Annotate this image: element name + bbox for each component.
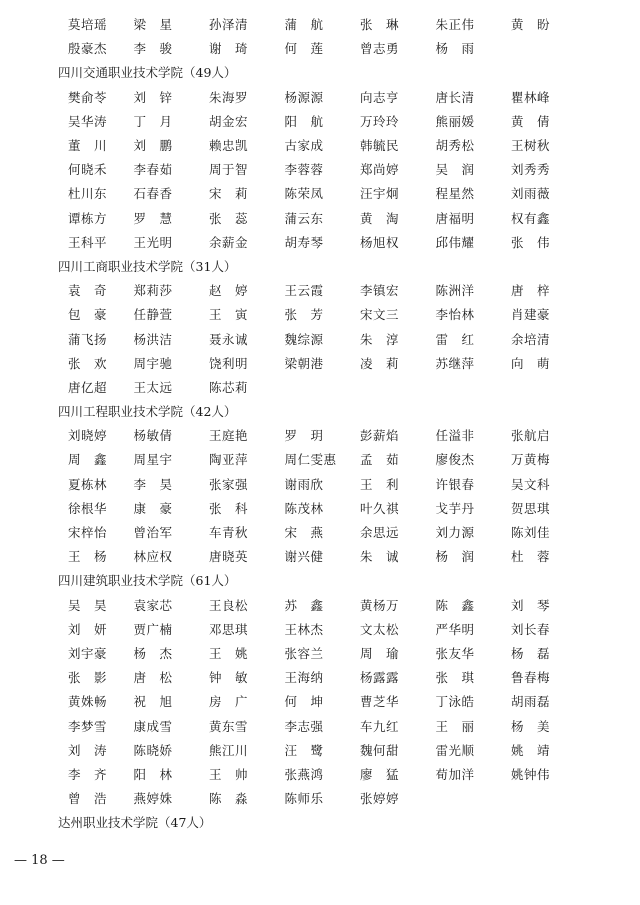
student-name: 张航启 bbox=[511, 428, 551, 444]
student-name: 黄东雪 bbox=[209, 718, 249, 734]
student-name: 杨露露 bbox=[360, 670, 400, 686]
student-name: 刘 鹏 bbox=[133, 138, 173, 154]
student-name: 黄杨万 bbox=[360, 597, 400, 613]
student-name: 王树秋 bbox=[511, 138, 551, 154]
student-name: 谭栋方 bbox=[68, 210, 108, 226]
student-name: 石春香 bbox=[133, 186, 173, 202]
student-name: 朱 诚 bbox=[360, 549, 400, 565]
student-name: 张燕鸿 bbox=[284, 766, 324, 782]
student-name: 邱伟耀 bbox=[435, 234, 475, 250]
student-name: 张 琪 bbox=[435, 670, 475, 686]
student-name: 王 姚 bbox=[209, 645, 249, 661]
student-name: 向志亨 bbox=[360, 89, 400, 105]
student-name: 王庭艳 bbox=[209, 428, 249, 444]
student-name: 唐长清 bbox=[435, 89, 475, 105]
student-name: 饶利明 bbox=[209, 355, 249, 371]
student-name: 黄 淘 bbox=[360, 210, 400, 226]
student-name: 杨 杰 bbox=[133, 645, 173, 661]
student-name: 张 伟 bbox=[511, 234, 551, 250]
student-name: 余薪金 bbox=[209, 234, 249, 250]
student-name: 彭薪焰 bbox=[360, 428, 400, 444]
student-name: 刘 锌 bbox=[133, 89, 173, 105]
name-row bbox=[58, 641, 588, 665]
student-name: 陈茂林 bbox=[284, 500, 324, 516]
student-name: 李 骏 bbox=[133, 41, 173, 57]
student-name: 余思远 bbox=[360, 525, 400, 541]
student-name: 凌 莉 bbox=[360, 355, 400, 371]
student-name: 陈 鑫 bbox=[435, 597, 475, 613]
name-row bbox=[58, 665, 588, 689]
student-name: 谢兴健 bbox=[284, 549, 324, 565]
name-row bbox=[58, 544, 588, 568]
college-heading: 四川工程职业技术学院（42人） bbox=[58, 404, 237, 420]
student-name: 郑尚婷 bbox=[360, 162, 400, 178]
student-name: 韩毓民 bbox=[360, 138, 400, 154]
name-row bbox=[58, 689, 588, 713]
student-name: 阳 航 bbox=[284, 113, 324, 129]
student-name: 陈 淼 bbox=[209, 791, 249, 807]
student-name: 叶久祺 bbox=[360, 500, 400, 516]
student-name: 刘雨薇 bbox=[511, 186, 551, 202]
student-name: 李梦雪 bbox=[68, 718, 108, 734]
student-name: 王良松 bbox=[209, 597, 249, 613]
student-name: 胡秀松 bbox=[435, 138, 475, 154]
name-row bbox=[58, 326, 588, 350]
college-heading: 达州职业技术学院（47人） bbox=[58, 815, 212, 831]
student-name: 杜川东 bbox=[68, 186, 108, 202]
student-name: 许银春 bbox=[435, 476, 475, 492]
student-name: 熊江川 bbox=[209, 742, 249, 758]
student-name: 雷 红 bbox=[435, 331, 475, 347]
student-name: 贾广楠 bbox=[133, 621, 173, 637]
student-name: 李 昊 bbox=[133, 476, 173, 492]
name-row bbox=[58, 762, 588, 786]
student-name: 孙泽清 bbox=[209, 17, 249, 33]
student-name: 李镇宏 bbox=[360, 283, 400, 299]
student-name: 陈荣凤 bbox=[284, 186, 324, 202]
student-name: 唐 松 bbox=[133, 670, 173, 686]
student-name: 王海纳 bbox=[284, 670, 324, 686]
student-name: 任静萱 bbox=[133, 307, 173, 323]
student-name: 杨洪洁 bbox=[133, 331, 173, 347]
college-heading: 四川交通职业技术学院（49人） bbox=[58, 65, 237, 81]
student-name: 周 鑫 bbox=[68, 452, 108, 468]
student-name: 康成雪 bbox=[133, 718, 173, 734]
college-heading: 四川建筑职业技术学院（61人） bbox=[58, 573, 237, 589]
student-name: 贺思琪 bbox=[511, 500, 551, 516]
student-name: 陈刘佳 bbox=[511, 525, 551, 541]
student-name: 戈芋丹 bbox=[435, 500, 475, 516]
student-name: 朱海罗 bbox=[209, 89, 249, 105]
student-name: 刘 琴 bbox=[511, 597, 551, 613]
student-name: 梁 星 bbox=[133, 17, 173, 33]
student-name: 熊丽媛 bbox=[435, 113, 475, 129]
student-name: 唐 梓 bbox=[511, 283, 551, 299]
student-name: 雷光顺 bbox=[435, 742, 475, 758]
student-name: 黄姝畅 bbox=[68, 694, 108, 710]
student-name: 向 萌 bbox=[511, 355, 551, 371]
student-name: 权有鑫 bbox=[511, 210, 551, 226]
student-name: 宋 燕 bbox=[284, 525, 324, 541]
name-row bbox=[58, 447, 588, 471]
student-name: 殷豪杰 bbox=[68, 41, 108, 57]
student-name: 张 蕊 bbox=[209, 210, 249, 226]
student-name: 李蓉蓉 bbox=[284, 162, 324, 178]
student-name: 李志强 bbox=[284, 718, 324, 734]
name-row bbox=[58, 109, 588, 133]
name-row bbox=[58, 375, 588, 399]
student-name: 夏栋林 bbox=[68, 476, 108, 492]
name-row bbox=[58, 472, 588, 496]
student-name: 刘晓婷 bbox=[68, 428, 108, 444]
student-name: 王太远 bbox=[133, 379, 173, 395]
student-name: 王 杨 bbox=[68, 549, 108, 565]
student-name: 燕婷姝 bbox=[133, 791, 173, 807]
student-name: 黄 盼 bbox=[511, 17, 551, 33]
name-row bbox=[58, 133, 588, 157]
student-name: 车九红 bbox=[360, 718, 400, 734]
student-name: 杨 美 bbox=[511, 718, 551, 734]
student-name: 胡金宏 bbox=[209, 113, 249, 129]
student-name: 李 齐 bbox=[68, 766, 108, 782]
student-name: 程星然 bbox=[435, 186, 475, 202]
student-name: 张友华 bbox=[435, 645, 475, 661]
student-name: 李春茹 bbox=[133, 162, 173, 178]
student-name: 苏继萍 bbox=[435, 355, 475, 371]
student-name: 刘宇豪 bbox=[68, 645, 108, 661]
page-number: — 18 — bbox=[14, 853, 65, 868]
student-name: 曾 浩 bbox=[68, 791, 108, 807]
student-name: 陈师乐 bbox=[284, 791, 324, 807]
name-row bbox=[58, 157, 588, 181]
student-name: 杨 磊 bbox=[511, 645, 551, 661]
student-name: 曾治军 bbox=[133, 525, 173, 541]
student-name: 邓思琪 bbox=[209, 621, 249, 637]
student-name: 杨 雨 bbox=[435, 41, 475, 57]
student-name: 余培清 bbox=[511, 331, 551, 347]
student-name: 古家成 bbox=[284, 138, 324, 154]
student-name: 陈洲洋 bbox=[435, 283, 475, 299]
student-name: 钟 敏 bbox=[209, 670, 249, 686]
student-name: 蒲云东 bbox=[284, 210, 324, 226]
name-row bbox=[58, 496, 588, 520]
student-name: 苏 鑫 bbox=[284, 597, 324, 613]
student-name: 孟 茹 bbox=[360, 452, 400, 468]
name-row bbox=[58, 593, 588, 617]
student-name: 何 莲 bbox=[284, 41, 324, 57]
student-name: 梁朝港 bbox=[284, 355, 324, 371]
student-name: 吴 昊 bbox=[68, 597, 108, 613]
student-name: 王光明 bbox=[133, 234, 173, 250]
student-name: 黄 倩 bbox=[511, 113, 551, 129]
student-name: 陈晓娇 bbox=[133, 742, 173, 758]
student-name: 吴 润 bbox=[435, 162, 475, 178]
student-name: 樊俞苓 bbox=[68, 89, 108, 105]
student-name: 严华明 bbox=[435, 621, 475, 637]
student-name: 聂永诚 bbox=[209, 331, 249, 347]
student-name: 房 广 bbox=[209, 694, 249, 710]
name-row bbox=[58, 85, 588, 109]
student-name: 袁家芯 bbox=[133, 597, 173, 613]
student-name: 罗 慧 bbox=[133, 210, 173, 226]
student-name: 杨源源 bbox=[284, 89, 324, 105]
student-name: 刘力源 bbox=[435, 525, 475, 541]
student-name: 朱正伟 bbox=[435, 17, 475, 33]
student-name: 瞿林峰 bbox=[511, 89, 551, 105]
name-row bbox=[58, 617, 588, 641]
student-name: 魏综源 bbox=[284, 331, 324, 347]
student-name: 王云霞 bbox=[284, 283, 324, 299]
student-name: 张家强 bbox=[209, 476, 249, 492]
student-name: 曾志勇 bbox=[360, 41, 400, 57]
student-name: 吴文科 bbox=[511, 476, 551, 492]
student-name: 车青秋 bbox=[209, 525, 249, 541]
student-name: 刘 妍 bbox=[68, 621, 108, 637]
student-name: 唐晓英 bbox=[209, 549, 249, 565]
student-name: 王科平 bbox=[68, 234, 108, 250]
student-name: 姚钟伟 bbox=[511, 766, 551, 782]
student-name: 宋梓怡 bbox=[68, 525, 108, 541]
student-name: 姚 靖 bbox=[511, 742, 551, 758]
name-row bbox=[58, 36, 588, 60]
student-name: 张 影 bbox=[68, 670, 108, 686]
name-row bbox=[58, 423, 588, 447]
name-row bbox=[58, 181, 588, 205]
student-name: 王 丽 bbox=[435, 718, 475, 734]
student-name: 廖俊杰 bbox=[435, 452, 475, 468]
student-name: 陶亚萍 bbox=[209, 452, 249, 468]
name-row bbox=[58, 302, 588, 326]
name-row bbox=[58, 786, 588, 810]
student-name: 林应权 bbox=[133, 549, 173, 565]
student-name: 郑莉莎 bbox=[133, 283, 173, 299]
student-name: 宋文三 bbox=[360, 307, 400, 323]
student-name: 张 欢 bbox=[68, 355, 108, 371]
student-name: 蒲飞扬 bbox=[68, 331, 108, 347]
student-name: 万黄梅 bbox=[511, 452, 551, 468]
student-name: 张 芳 bbox=[284, 307, 324, 323]
student-name: 肖建豪 bbox=[511, 307, 551, 323]
student-name: 荀加洋 bbox=[435, 766, 475, 782]
student-name: 唐福明 bbox=[435, 210, 475, 226]
student-name: 周于智 bbox=[209, 162, 249, 178]
student-name: 刘秀秀 bbox=[511, 162, 551, 178]
student-name: 汪宇炯 bbox=[360, 186, 400, 202]
student-name: 康 豪 bbox=[133, 500, 173, 516]
student-name: 李怡林 bbox=[435, 307, 475, 323]
student-name: 阳 林 bbox=[133, 766, 173, 782]
student-name: 万玲玲 bbox=[360, 113, 400, 129]
student-name: 朱 淳 bbox=[360, 331, 400, 347]
name-row bbox=[58, 738, 588, 762]
student-name: 张容兰 bbox=[284, 645, 324, 661]
student-name: 谢雨欣 bbox=[284, 476, 324, 492]
student-name: 刘 涛 bbox=[68, 742, 108, 758]
student-name: 董 川 bbox=[68, 138, 108, 154]
name-row bbox=[58, 351, 588, 375]
name-row bbox=[58, 230, 588, 254]
name-row bbox=[58, 206, 588, 230]
name-row bbox=[58, 713, 588, 737]
student-name: 唐亿超 bbox=[68, 379, 108, 395]
student-name: 曹芝华 bbox=[360, 694, 400, 710]
student-name: 文太松 bbox=[360, 621, 400, 637]
student-name: 王林杰 bbox=[284, 621, 324, 637]
name-row bbox=[58, 278, 588, 302]
student-name: 胡雨磊 bbox=[511, 694, 551, 710]
student-name: 鲁春梅 bbox=[511, 670, 551, 686]
student-name: 魏何甜 bbox=[360, 742, 400, 758]
student-name: 周 瑜 bbox=[360, 645, 400, 661]
student-name: 罗 玥 bbox=[284, 428, 324, 444]
student-name: 赵 婷 bbox=[209, 283, 249, 299]
student-name: 莫培瑶 bbox=[68, 17, 108, 33]
student-name: 杨旭权 bbox=[360, 234, 400, 250]
student-name: 何 坤 bbox=[284, 694, 324, 710]
student-name: 廖 猛 bbox=[360, 766, 400, 782]
student-name: 张婷婷 bbox=[360, 791, 400, 807]
name-row bbox=[58, 12, 588, 36]
student-name: 丁 月 bbox=[133, 113, 173, 129]
student-name: 杨 润 bbox=[435, 549, 475, 565]
student-name: 祝 旭 bbox=[133, 694, 173, 710]
student-name: 赖忠凯 bbox=[209, 138, 249, 154]
student-name: 包 豪 bbox=[68, 307, 108, 323]
student-name: 王 利 bbox=[360, 476, 400, 492]
student-name: 丁泳皓 bbox=[435, 694, 475, 710]
student-name: 任溢非 bbox=[435, 428, 475, 444]
student-name: 杨敏倩 bbox=[133, 428, 173, 444]
name-list bbox=[58, 12, 588, 834]
student-name: 周星宇 bbox=[133, 452, 173, 468]
student-name: 汪 鹭 bbox=[284, 742, 324, 758]
student-name: 谢 琦 bbox=[209, 41, 249, 57]
student-name: 王 寅 bbox=[209, 307, 249, 323]
student-name: 王 帅 bbox=[209, 766, 249, 782]
student-name: 吴华涛 bbox=[68, 113, 108, 129]
college-heading: 四川工商职业技术学院（31人） bbox=[58, 258, 237, 274]
student-name: 杜 蓉 bbox=[511, 549, 551, 565]
student-name: 何晓禾 bbox=[68, 162, 108, 178]
student-name: 袁 奇 bbox=[68, 283, 108, 299]
student-name: 胡寿琴 bbox=[284, 234, 324, 250]
student-name: 刘长春 bbox=[511, 621, 551, 637]
student-name: 蒲 航 bbox=[284, 17, 324, 33]
student-name: 张 琳 bbox=[360, 17, 400, 33]
student-name: 周宇驰 bbox=[133, 355, 173, 371]
student-name: 张 科 bbox=[209, 500, 249, 516]
student-name: 陈芯莉 bbox=[209, 379, 249, 395]
name-row bbox=[58, 520, 588, 544]
student-name: 周仁雯惠 bbox=[284, 452, 337, 468]
student-name: 宋 莉 bbox=[209, 186, 249, 202]
student-name: 徐根华 bbox=[68, 500, 108, 516]
